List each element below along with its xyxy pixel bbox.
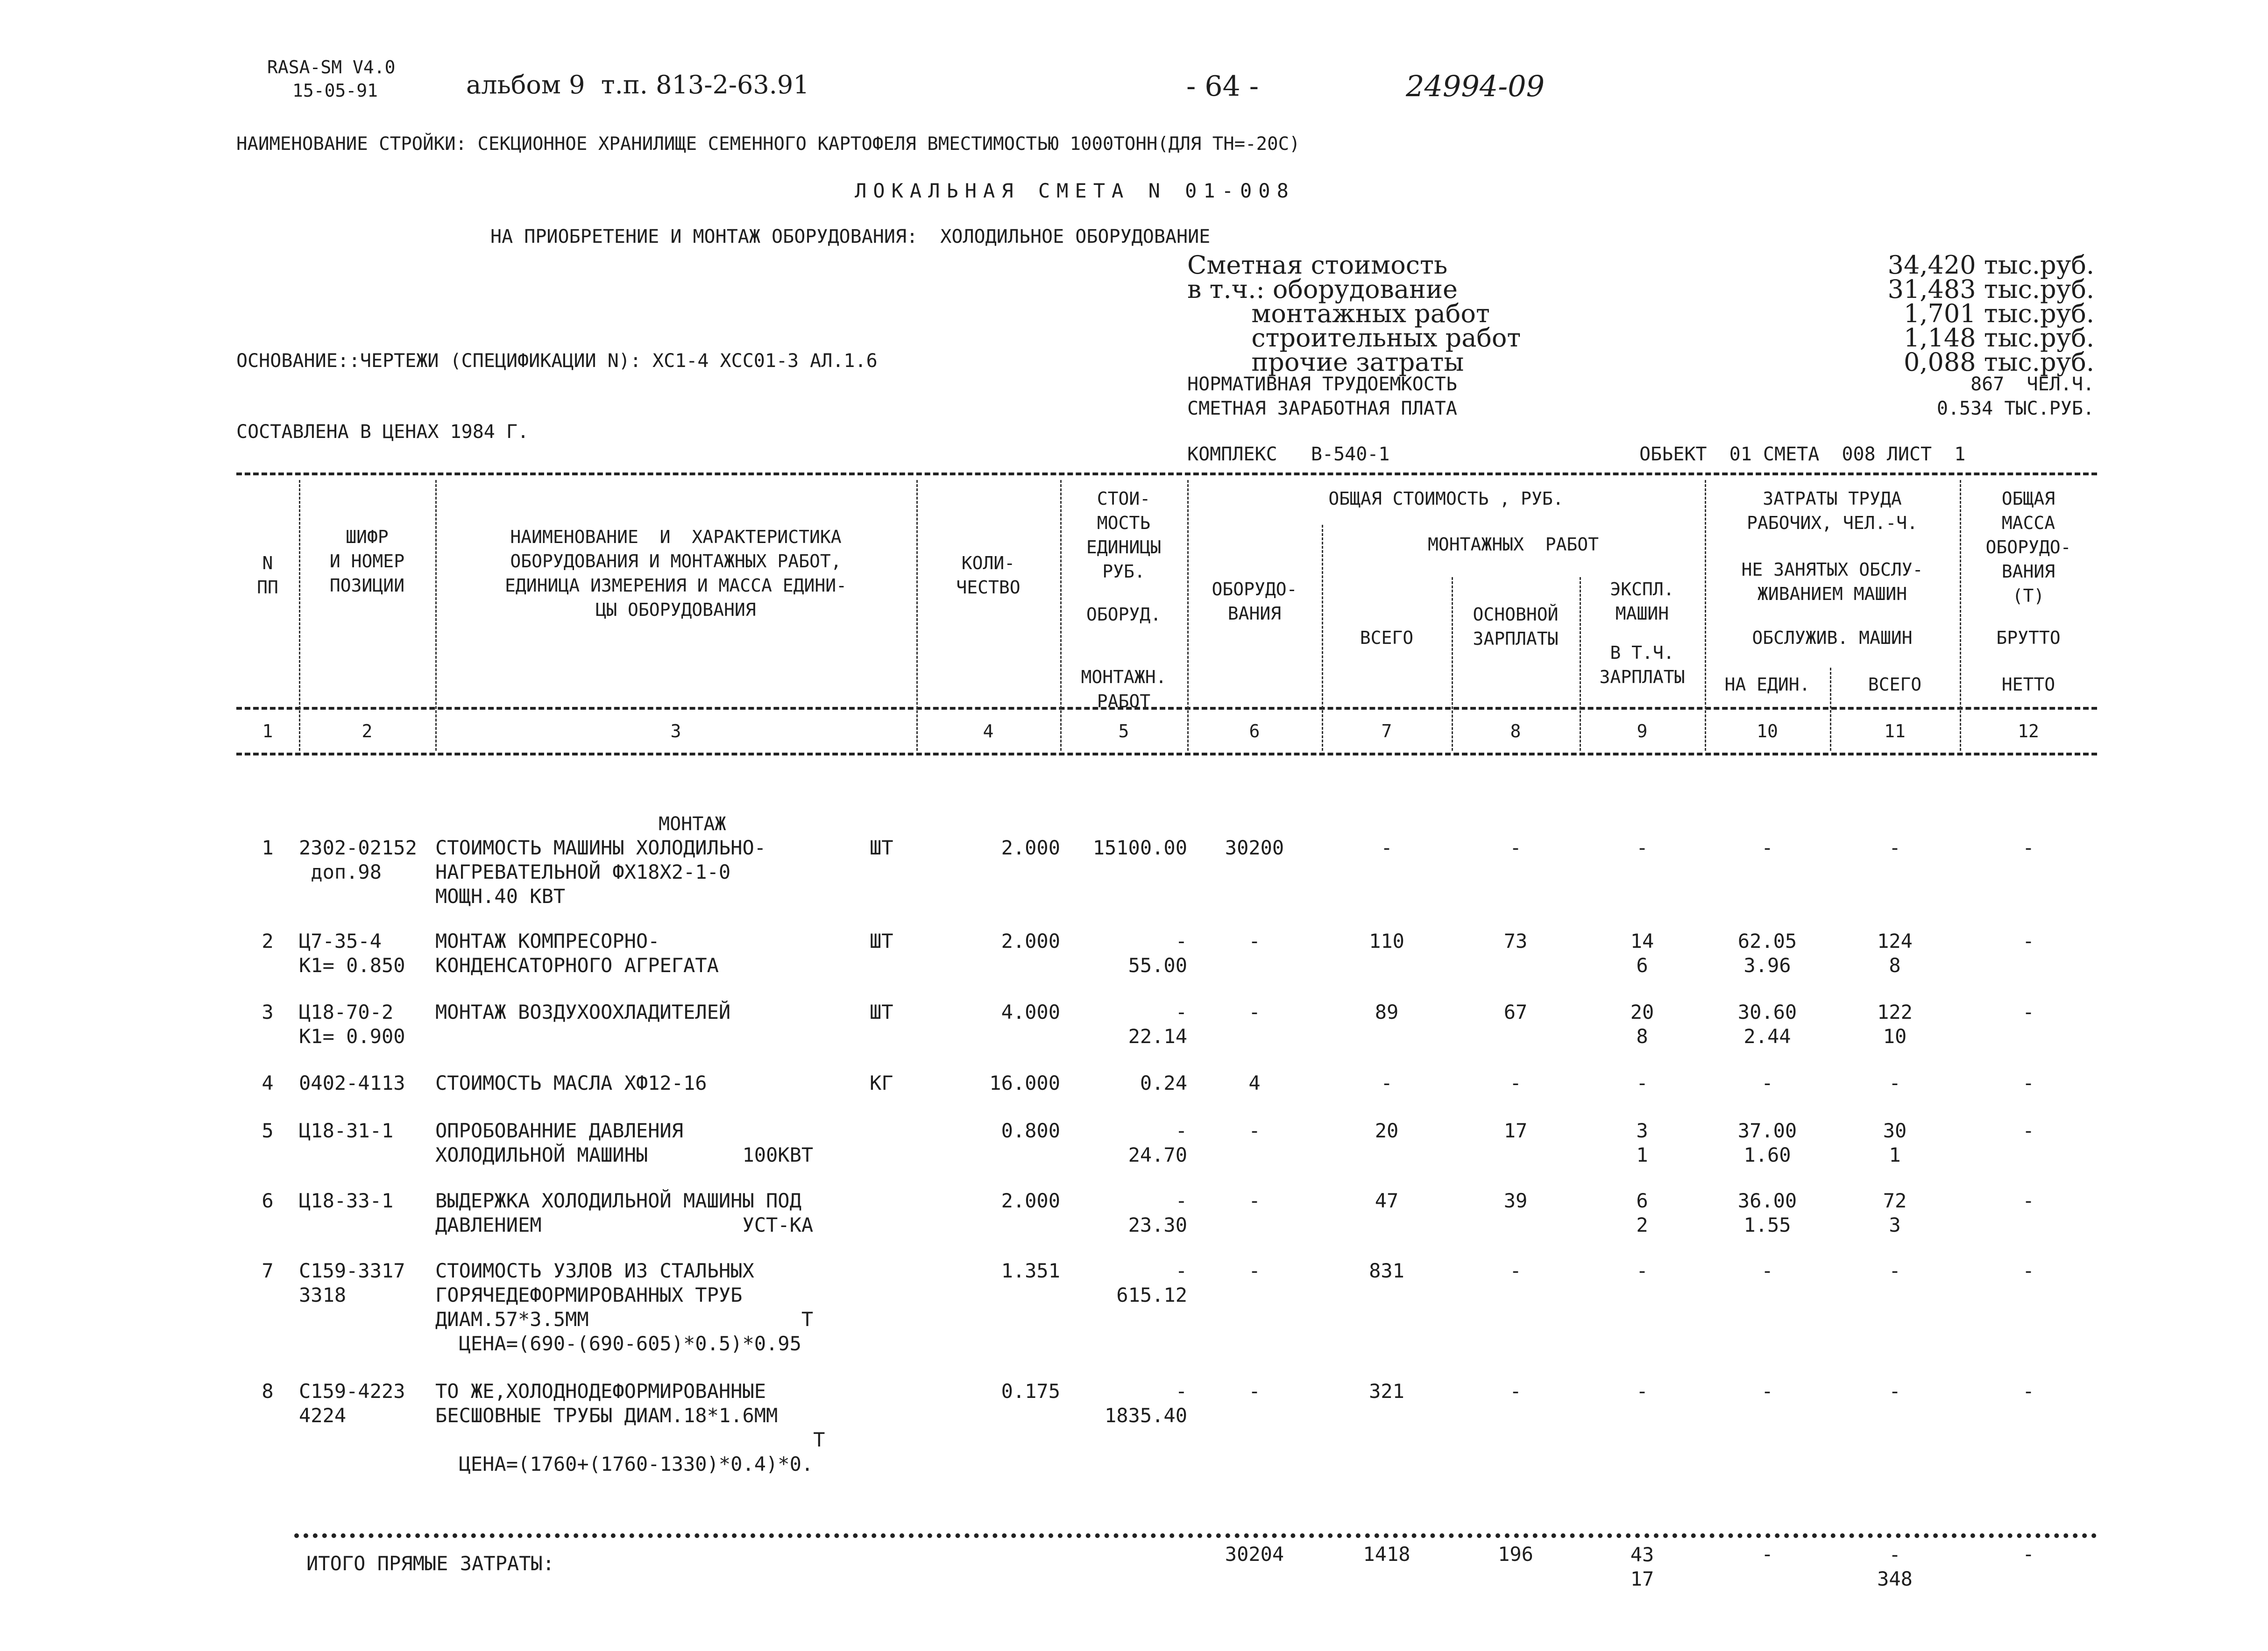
totals-wage: 196: [1498, 1543, 1533, 1566]
row-mont-machines: 3 1: [1636, 1119, 1648, 1166]
row-mont-total: 47: [1375, 1189, 1399, 1212]
row-code: 2302-02152 доп.98: [299, 836, 417, 883]
row-unit: [870, 1189, 916, 1259]
totals-machines: 43 17: [1630, 1543, 1654, 1590]
row-labor-total: 124 8: [1877, 930, 1913, 977]
prices-line: СОСТАВЛЕНА В ЦЕНАХ 1984 Г.: [236, 421, 529, 443]
row-mass: -: [2022, 1072, 2034, 1094]
labor-label: НОРМАТИВНАЯ ТРУДОЕМКОСТЬ: [1187, 374, 1457, 395]
col-number: 5: [1118, 721, 1129, 741]
row-number: 3: [262, 1001, 274, 1023]
row-unit-price: - 55.00: [1128, 930, 1187, 977]
col-number: 10: [1757, 721, 1778, 741]
col-number: 1: [262, 721, 273, 741]
row-mont-total: -: [1381, 836, 1393, 859]
col-number: 3: [670, 721, 681, 741]
row-unit: КГ: [870, 1072, 893, 1094]
row-mont-total: 20: [1375, 1119, 1399, 1142]
row-mont-total: 321: [1369, 1380, 1404, 1403]
row-quantity: 0.800: [1001, 1119, 1060, 1142]
row-mass: -: [2022, 1380, 2034, 1403]
album-reference: альбом 9 т.п. 813-2-63.91: [466, 70, 809, 99]
col-header-name: НАИМЕНОВАНИЕ И ХАРАКТЕРИСТИКА ОБОРУДОВАНИЯ И МОНТАЖНЫХ РАБОТ, ЕДИНИЦА ИЗМЕРЕНИЯ И МАССА ЕДИНИ- ЦЫ ОБОРУДОВАНИЯ: [504, 527, 847, 620]
table-row: [236, 836, 2097, 929]
row-quantity: 1.351: [1001, 1259, 1060, 1282]
col-number: 9: [1637, 721, 1648, 741]
row-code: Ц18-70-2 К1= 0.900: [299, 1001, 405, 1048]
row-code: 0402-4113: [299, 1072, 405, 1094]
col-header-n: N ПП: [257, 553, 278, 598]
row-equipment-cost: 30200: [1225, 836, 1284, 859]
row-labor-total: 72 3: [1883, 1189, 1907, 1236]
summary-value: 1,701 тыс.руб.: [1903, 299, 2094, 328]
row-labor-unit: 37.00 1.60: [1737, 1119, 1797, 1166]
table-top-rule: [236, 473, 2097, 475]
row-mass: -: [2022, 836, 2034, 859]
summary-value: 1,148 тыс.руб.: [1903, 323, 2094, 353]
row-quantity: 2.000: [1001, 930, 1060, 952]
totals-total: 1418: [1363, 1543, 1410, 1566]
col-header-labor-serv: ОБСЛУЖИВ. МАШИН: [1752, 628, 1913, 648]
row-mass: -: [2022, 1259, 2034, 1282]
row-name: МОНТАЖ КОМПРЕСОРНО- КОНДЕНСАТОРНОГО АГРЕГАТА: [435, 930, 719, 977]
estimate-table: [236, 836, 2097, 1476]
row-labor-total: -: [1889, 1259, 1901, 1282]
row-mont-machines: -: [1636, 1259, 1648, 1282]
row-number: 1: [262, 836, 274, 859]
acquisition-line: НА ПРИОБРЕТЕНИЕ И МОНТАЖ ОБОРУДОВАНИЯ: ХОЛОДИЛЬНОЕ ОБОРУДОВАНИЕ: [490, 226, 1211, 247]
col-number: 6: [1249, 721, 1260, 741]
row-unit-price: - 22.14: [1128, 1001, 1187, 1048]
row-unit-price: 0.24: [1140, 1072, 1187, 1094]
totals-label: ИТОГО ПРЯМЫЕ ЗАТРАТЫ:: [306, 1552, 555, 1575]
row-name: МОНТАЖ ВОЗДУХООХЛАДИТЕЛЕЙ: [435, 1001, 731, 1023]
row-unit: ШТ: [870, 930, 893, 952]
row-mont-total: -: [1381, 1072, 1393, 1094]
row-labor-unit: -: [1761, 1380, 1773, 1403]
row-mont-machines: -: [1636, 1380, 1648, 1403]
program-date: 15-05-91: [292, 80, 378, 101]
row-labor-unit: 36.00 1.55: [1737, 1189, 1797, 1236]
summary-label: в т.ч.: оборудование: [1187, 275, 1458, 304]
row-equipment-cost: -: [1248, 1001, 1261, 1023]
row-unit-price: 15100.00: [1092, 836, 1187, 859]
col-header-mass: ОБЩАЯ МАССА ОБОРУДО- ВАНИЯ (Т): [1985, 488, 2071, 606]
row-labor-total: -: [1889, 836, 1901, 859]
table-row: [236, 1000, 2097, 1071]
row-name: ОПРОБОВАННИЕ ДАВЛЕНИЯ ХОЛОДИЛЬНОЙ МАШИНЫ 100КВТ: [435, 1119, 814, 1166]
row-equipment-cost: -: [1248, 1119, 1261, 1142]
row-name: СТОИМОСТЬ МАСЛА ХФ12-16: [435, 1072, 707, 1094]
totals-rule: [294, 1533, 2097, 1538]
row-code: С159-3317 3318: [299, 1259, 405, 1306]
row-unit: [870, 1259, 916, 1379]
row-labor-unit: -: [1761, 1259, 1773, 1282]
col-number: 8: [1510, 721, 1521, 741]
row-quantity: 2.000: [1001, 836, 1060, 859]
object-line: ОБЬЕКТ 01 СМЕТА 008 ЛИСТ 1: [1639, 444, 1966, 465]
row-labor-total: -: [1889, 1380, 1901, 1403]
row-mont-machines: -: [1636, 1072, 1648, 1094]
col-header-unit-cost: СТОИ- МОСТЬ ЕДИНИЦЫ РУБ.: [1086, 488, 1162, 582]
row-equipment-cost: -: [1248, 1259, 1261, 1282]
row-equipment-cost: -: [1248, 1189, 1261, 1212]
row-quantity: 2.000: [1001, 1189, 1060, 1212]
row-quantity: 4.000: [1001, 1001, 1060, 1023]
totals-labor-total: - 348: [1877, 1543, 1913, 1590]
summary-value: 34,420 тыс.руб.: [1887, 250, 2094, 280]
row-mont-wage: 73: [1503, 930, 1528, 952]
col-number: 11: [1884, 721, 1906, 741]
wage-label: СМЕТНАЯ ЗАРАБОТНАЯ ПЛАТА: [1187, 398, 1457, 419]
row-unit-price: - 615.12: [1116, 1259, 1187, 1306]
table-row: [236, 1119, 2097, 1189]
col-header-labor-unit: НА ЕДИН.: [1724, 674, 1810, 695]
col-number: 7: [1381, 721, 1392, 741]
row-unit-price: - 23.30: [1128, 1189, 1187, 1236]
row-number: 6: [262, 1189, 274, 1212]
col-header-machines-wage: В Т.Ч. ЗАРПЛАТЫ: [1599, 642, 1685, 687]
row-labor-unit: 62.05 3.96: [1737, 930, 1797, 977]
col-number: 12: [2018, 721, 2039, 741]
table-row: [236, 929, 2097, 1000]
row-mont-wage: 17: [1503, 1119, 1528, 1142]
row-unit: [870, 1119, 916, 1189]
row-mont-total: 110: [1369, 930, 1404, 952]
col-header-labor-free: НЕ ЗАНЯТЫХ ОБСЛУ- ЖИВАНИЕМ МАШИН: [1741, 559, 1923, 604]
row-mont-machines: 14 6: [1630, 930, 1654, 977]
col-header-labor: ЗАТРАТЫ ТРУДА РАБОЧИХ, ЧЕЛ.-Ч.: [1746, 488, 1918, 533]
col-header-code: ШИФР И НОМЕР ПОЗИЦИИ: [329, 527, 405, 596]
row-mont-wage: -: [1510, 1380, 1522, 1403]
summary-label: Сметная стоимость: [1187, 250, 1448, 280]
col-header-qty: КОЛИ- ЧЕСТВО: [956, 553, 1021, 598]
row-quantity: 0.175: [1001, 1380, 1060, 1403]
row-number: 2: [262, 930, 274, 952]
row-mont-machines: 6 2: [1636, 1189, 1648, 1236]
row-mont-wage: 39: [1503, 1189, 1528, 1212]
col-header-total-cost: ОБЩАЯ СТОИМОСТЬ , РУБ.: [1328, 488, 1564, 509]
row-number: 5: [262, 1119, 274, 1142]
row-unit: ШТ: [870, 1001, 893, 1023]
complex-line: КОМПЛЕКС В-540-1: [1187, 444, 1390, 465]
row-code: Ц18-31-1: [299, 1119, 394, 1142]
labor-value: 867 ЧЕЛ.Ч.: [1970, 374, 2094, 395]
col-header-labor-total: ВСЕГО: [1868, 674, 1922, 695]
row-unit: ШТ: [870, 836, 893, 859]
row-mont-total: 89: [1375, 1001, 1399, 1023]
row-name: ВЫДЕРЖКА ХОЛОДИЛЬНОЙ МАШИНЫ ПОД ДАВЛЕНИЕМ УСТ-КА: [435, 1189, 814, 1236]
row-mass: -: [2022, 1001, 2034, 1023]
row-code: Ц7-35-4 К1= 0.850: [299, 930, 405, 977]
row-mont-wage: -: [1510, 836, 1522, 859]
col-number: 2: [361, 721, 373, 741]
row-unit-price: - 24.70: [1128, 1119, 1187, 1166]
col-header-mont: МОНТАЖНЫХ РАБОТ: [1427, 534, 1599, 555]
col-header-brutto: БРУТТО: [1996, 628, 2061, 648]
summary-value: 0,088 тыс.руб.: [1903, 347, 2094, 377]
row-labor-total: 122 10: [1877, 1001, 1913, 1048]
row-number: 4: [262, 1072, 274, 1094]
summary-label: прочие затраты: [1187, 347, 1464, 377]
row-mont-wage: -: [1510, 1259, 1522, 1282]
row-code: С159-4223 4224: [299, 1380, 405, 1427]
estimate-title: ЛОКАЛЬНАЯ СМЕТА N 01-008: [855, 179, 1295, 202]
document-number: 24994-09: [1406, 69, 1545, 103]
col-header-machines: ЭКСПЛ. МАШИН: [1610, 579, 1674, 624]
row-mont-wage: 67: [1503, 1001, 1528, 1023]
col-header-netto: НЕТТО: [2001, 674, 2055, 695]
row-labor-total: -: [1889, 1072, 1901, 1094]
row-mass: -: [2022, 1119, 2034, 1142]
row-unit: [870, 1379, 916, 1476]
table-number-rule: [236, 753, 2097, 755]
construction-site-line: НАИМЕНОВАНИЕ СТРОЙКИ: СЕКЦИОННОЕ ХРАНИЛИЩЕ СЕМЕННОГО КАРТОФЕЛЯ ВМЕСТИМОСТЬЮ 1000ТОНН(ДЛЯ ТН=-20С): [236, 134, 1300, 155]
row-mass: -: [2022, 1189, 2034, 1212]
col-header-unit-mont: МОНТАЖН. РАБОТ: [1081, 667, 1167, 712]
section-title: МОНТАЖ: [659, 813, 726, 835]
summary-label: строительных работ: [1187, 323, 1521, 353]
row-mass: -: [2022, 930, 2034, 952]
row-equipment-cost: -: [1248, 930, 1261, 952]
row-labor-unit: 30.60 2.44: [1737, 1001, 1797, 1048]
row-mont-total: 831: [1369, 1259, 1404, 1282]
row-name: СТОИМОСТЬ УЗЛОВ ИЗ СТАЛЬНЫХ ГОРЯЧЕДЕФОРМИРОВАННЫХ ТРУБ ДИАМ.57*3.5ММ Т ЦЕНА=(690-(690-605)*0.5)*0.95: [435, 1259, 814, 1355]
table-row: [236, 1259, 2097, 1379]
program-name: RASA-SM V4.0: [267, 57, 396, 78]
row-number: 8: [262, 1380, 274, 1403]
summary-label: монтажных работ: [1187, 299, 1490, 328]
table-row: [236, 1071, 2097, 1119]
row-mont-wage: -: [1510, 1072, 1522, 1094]
col-header-equipment: ОБОРУДО- ВАНИЯ: [1212, 579, 1297, 624]
row-equipment-cost: 4: [1248, 1072, 1261, 1094]
basis-line: ОСНОВАНИЕ::ЧЕРТЕЖИ (СПЕЦИФИКАЦИИ N): ХС1-4 ХСС01-3 АЛ.1.6: [236, 350, 878, 372]
row-labor-unit: -: [1761, 1072, 1773, 1094]
row-name: СТОИМОСТЬ МАШИНЫ ХОЛОДИЛЬНО- НАГРЕВАТЕЛЬНОЙ ФХ18Х2-1-0 МОЩН.40 КВТ: [435, 836, 766, 908]
row-equipment-cost: -: [1248, 1380, 1261, 1403]
row-code: Ц18-33-1: [299, 1189, 394, 1212]
row-labor-total: 30 1: [1883, 1119, 1907, 1166]
wage-value: 0.534 ТЫС.РУБ.: [1936, 398, 2094, 419]
totals-equipment: 30204: [1225, 1543, 1284, 1566]
summary-value: 31,483 тыс.руб.: [1887, 275, 2094, 304]
totals-labor-unit: -: [1761, 1543, 1773, 1566]
row-mont-machines: -: [1636, 836, 1648, 859]
page-number: - 64 -: [1186, 70, 1259, 103]
totals-mass: -: [2022, 1543, 2034, 1566]
col-header-total: ВСЕГО: [1360, 628, 1414, 648]
row-labor-unit: -: [1761, 836, 1773, 859]
row-mont-machines: 20 8: [1630, 1001, 1654, 1048]
col-header-wage: ОСНОВНОЙ ЗАРПЛАТЫ: [1473, 604, 1559, 649]
col-number: 4: [983, 721, 994, 741]
col-header-unit-equip: ОБОРУД.: [1086, 604, 1162, 625]
row-number: 7: [262, 1259, 274, 1282]
row-quantity: 16.000: [989, 1072, 1060, 1094]
table-row: [236, 1379, 2097, 1476]
table-row: [236, 1189, 2097, 1259]
row-name: ТО ЖЕ,ХОЛОДНОДЕФОРМИРОВАННЫЕ БЕСШОВНЫЕ ТРУБЫ ДИАМ.18*1.6ММ Т ЦЕНА=(1760+(1760-1330)*0.4)*0.: [435, 1380, 825, 1475]
row-unit-price: - 1835.40: [1104, 1380, 1187, 1427]
